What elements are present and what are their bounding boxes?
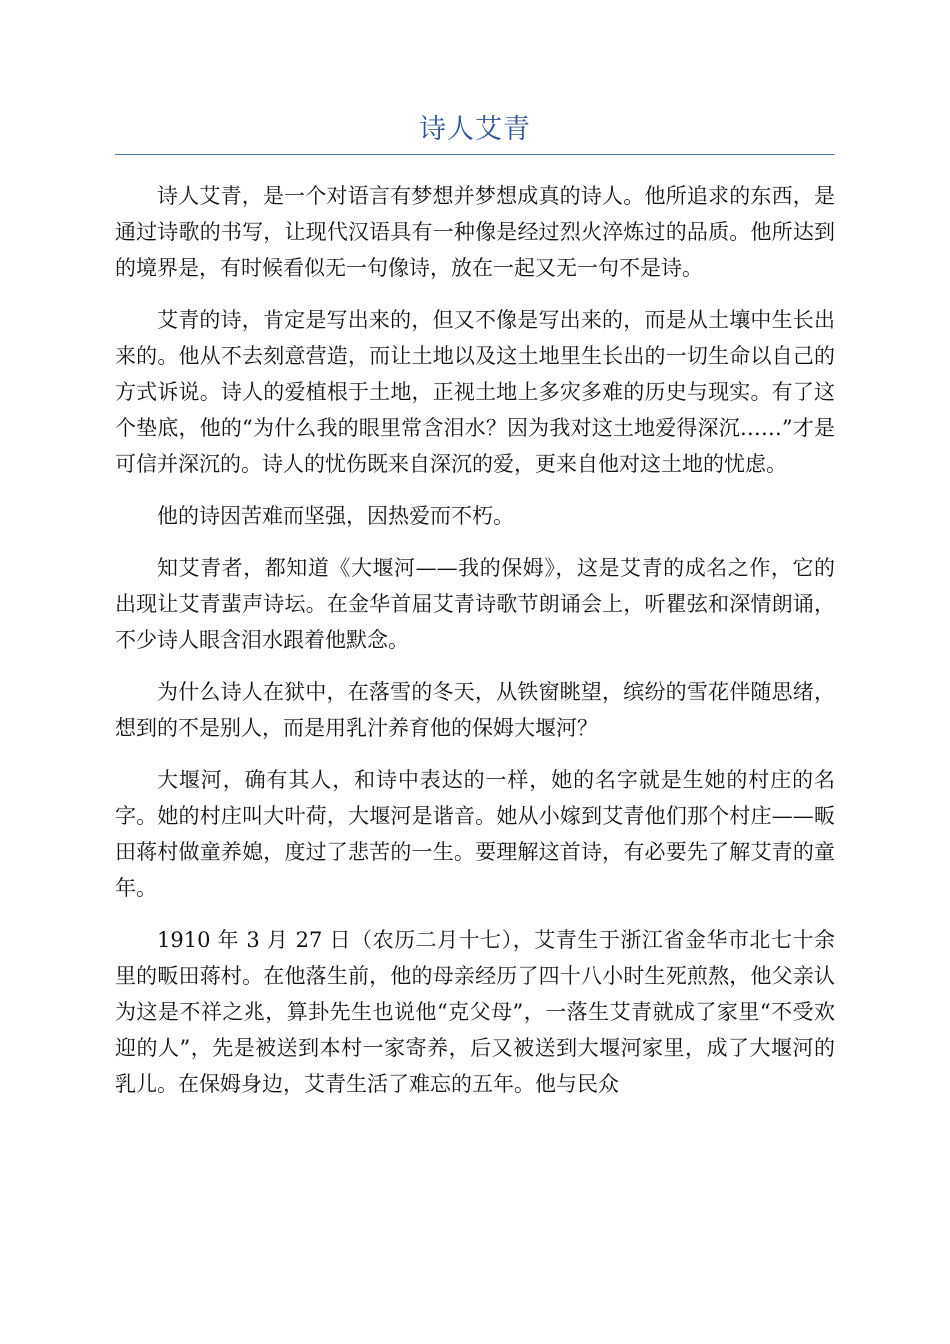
paragraph: 大堰河，确有其人，和诗中表达的一样，她的名字就是生她的村庄的名字。她的村庄叫大叶荷，大堰河是谐音。她从小嫁到艾青他们那个村庄——畈田蒋村做童养媳，度过了悲苦的一生。要理解这首诗，有必要先了解艾青的童年。 — [115, 768, 835, 900]
document-body — [115, 178, 835, 1118]
paragraph: 艾青的诗，肯定是写出来的，但又不像是写出来的，而是从土壤中生长出来的。他从不去刻意营造，而让土地以及这土地里生长出的一切生命以自己的方式诉说。诗人的爱植根于土地，正视土地上多灾多难的历史与现实。有了这个垫底，他的“为什么我的眼里常含泪水？因为我对这土地爱得深沉……”才是可信并深沉的。诗人的忧伤既来自深沉的爱，更来自他对这土地的忧虑。 — [115, 308, 835, 476]
paragraph: 为什么诗人在狱中，在落雪的冬天，从铁窗眺望，缤纷的雪花伴随思绪，想到的不是别人，而是用乳汁养育他的保姆大堰河？ — [115, 680, 835, 740]
paragraph: 知艾青者，都知道《大堰河——我的保姆》，这是艾青的成名之作，它的出现让艾青蜚声诗坛。在金华首届艾青诗歌节朗诵会上，听瞿弦和深情朗诵，不少诗人眼含泪水跟着他默念。 — [115, 556, 835, 652]
paragraph: 他的诗因苦难而坚强，因热爱而不朽。 — [157, 504, 514, 528]
paragraph: 诗人艾青，是一个对语言有梦想并梦想成真的诗人。他所追求的东西，是通过诗歌的书写，让现代汉语具有一种像是经过烈火淬炼过的品质。他所达到的境界是，有时候看似无一句像诗，放在一起又无一句不是诗。 — [115, 184, 835, 280]
document-title: 诗人艾青 — [419, 114, 531, 145]
title-underline — [115, 154, 835, 155]
paragraph: 1910 年 3 月 27 日（农历二月十七），艾青生于浙江省金华市北七十余里的畈田蒋村。在他落生前，他的母亲经历了四十八小时生死煎熬，他父亲认为这是不祥之兆，算卦先生也说他“克父母”，一落生艾青就成了家里“不受欢迎的人”，先是被送到本村一家寄养，后又被送到大堰河家里，成了大堰河的乳儿。在保姆身边，艾青生活了难忘的五年。他与民众 — [115, 928, 835, 1096]
